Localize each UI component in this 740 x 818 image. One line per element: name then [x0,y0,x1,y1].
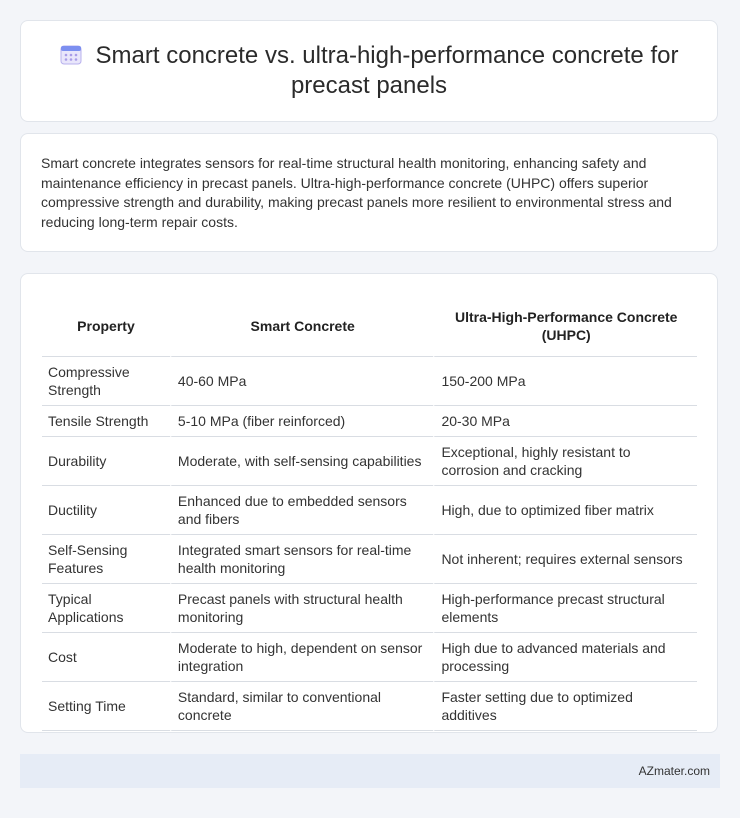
header-smart-concrete: Smart Concrete [170,296,434,357]
row-smart-value: Standard, similar to conventional concrete [170,682,434,731]
row-property: Durability [42,437,170,486]
footer-brand[interactable]: AZmater.com [638,764,710,778]
row-property: Cost [42,633,170,682]
row-property: Ductility [42,486,170,535]
intro-card [20,133,718,252]
footer [20,754,720,788]
table-row [42,535,697,584]
comparison-table [42,296,697,731]
row-property: Compressive Strength [42,357,170,406]
table-row [42,437,697,486]
row-smart-value: 5-10 MPa (fiber reinforced) [170,406,434,437]
table-row [42,357,697,406]
row-smart-value: Moderate to high, dependent on sensor integration [170,633,434,682]
row-smart-value: Enhanced due to embedded sensors and fibers [170,486,434,535]
table-row [42,682,697,731]
calendar-icon [60,43,82,65]
row-uhpc-value: Not inherent; requires external sensors [433,535,697,584]
title-card [20,20,718,122]
row-smart-value: 40-60 MPa [170,357,434,406]
table-row [42,486,697,535]
row-uhpc-value: 20-30 MPa [433,406,697,437]
row-uhpc-value: 150-200 MPa [433,357,697,406]
row-property: Setting Time [42,682,170,731]
table-card [20,273,718,733]
table-row [42,584,697,633]
page-title-wrap [21,41,717,101]
row-uhpc-value: Exceptional, highly resistant to corrosion and cracking [433,437,697,486]
row-uhpc-value: High, due to optimized fiber matrix [433,486,697,535]
table-row [42,633,697,682]
row-property: Typical Applications [42,584,170,633]
page-title: Smart concrete vs. ultra-high-performance concrete for precast panels [95,42,679,99]
row-smart-value: Precast panels with structural health monitoring [170,584,434,633]
table-header-row [42,296,697,357]
row-uhpc-value: High-performance precast structural elements [433,584,697,633]
header-property: Property [42,296,170,357]
row-property: Self-Sensing Features [42,535,170,584]
row-uhpc-value: Faster setting due to optimized additives [433,682,697,731]
table-row [42,406,697,437]
header-uhpc: Ultra-High-Performance Concrete (UHPC) [433,296,697,357]
row-smart-value: Integrated smart sensors for real-time health monitoring [170,535,434,584]
row-uhpc-value: High due to advanced materials and processing [433,633,697,682]
row-smart-value: Moderate, with self-sensing capabilities [170,437,434,486]
row-property: Tensile Strength [42,406,170,437]
intro-text: Smart concrete integrates sensors for real-time structural health monitoring, enhancing safety and maintenance efficiency in precast panels. Ultra-high-performance concrete (UHPC) offers superior compressive strength and durability, making precast panels more resilient to environmental stress and reducing long-term repair costs. [41,155,672,230]
